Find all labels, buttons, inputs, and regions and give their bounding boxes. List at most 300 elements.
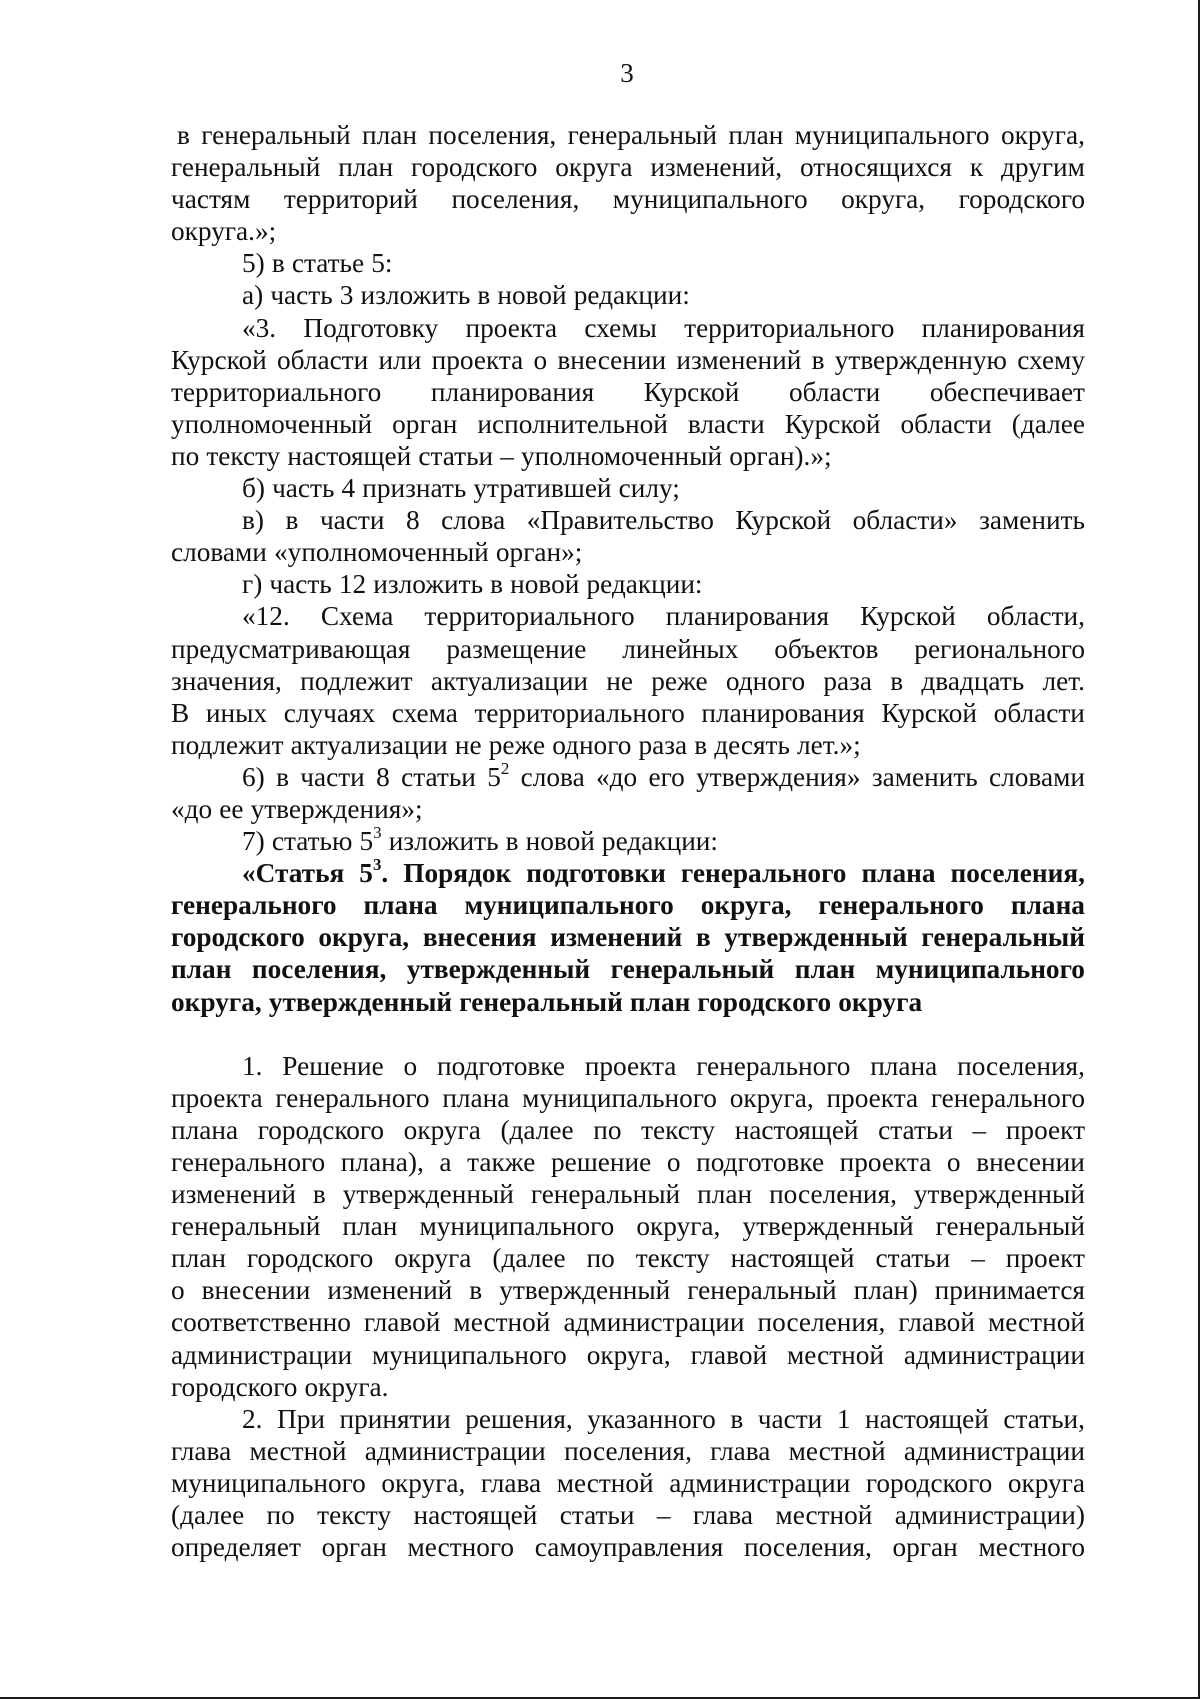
word: настоящей (287, 440, 412, 471)
word: в (276, 761, 289, 792)
word: 5) (242, 248, 265, 279)
word: ее (219, 793, 244, 824)
word: г) (242, 569, 263, 600)
word: часть (272, 473, 335, 504)
word: утвержденную (834, 344, 1007, 375)
word: определяет (171, 1532, 301, 1563)
word: статье (291, 248, 365, 279)
word: местного (978, 1532, 1085, 1563)
word: округа (555, 152, 633, 183)
word: лет.»; (797, 729, 861, 760)
word: изменений (171, 1179, 296, 1210)
word: слова (441, 505, 506, 536)
word: тексту (635, 1243, 710, 1274)
text-line (171, 729, 1085, 761)
word: проекта (839, 1147, 932, 1177)
text-line (171, 1339, 1085, 1371)
text-line (171, 665, 1085, 697)
word: поселения, (743, 1532, 872, 1563)
word: проект (1005, 1243, 1085, 1274)
word: части (319, 505, 385, 536)
word: настоящей (730, 1243, 855, 1274)
word: утвержденный (724, 922, 908, 953)
word: самоуправления (534, 1532, 724, 1563)
word: поселения, (769, 1179, 897, 1210)
word: тексту (206, 440, 281, 471)
word: 5: (371, 248, 393, 279)
word: местной (249, 1435, 347, 1466)
heading-line (171, 953, 1085, 985)
word: план (362, 120, 417, 150)
word: округа, (318, 922, 410, 953)
word: Курской (735, 505, 832, 536)
word: плана (861, 858, 936, 889)
word: администрации (903, 1435, 1085, 1466)
word: схемы (584, 312, 657, 343)
word: округа, (636, 1211, 721, 1242)
text-line (171, 697, 1085, 729)
text-line (171, 568, 1085, 600)
word: внесении (201, 1275, 311, 1306)
word: изменений (327, 1275, 453, 1306)
word: не (454, 729, 482, 760)
text-line (171, 600, 1085, 632)
word: городского (246, 1243, 374, 1274)
word: 8 (405, 505, 420, 536)
word: округа (838, 986, 923, 1017)
word: планирования (921, 312, 1085, 343)
word: статьи (559, 1500, 635, 1531)
word: 12 (338, 569, 367, 600)
word: поселения, (957, 1050, 1085, 1081)
word: 3 (339, 280, 354, 311)
word: городского (411, 152, 538, 183)
word: в (694, 729, 708, 760)
word: округа, (729, 1082, 814, 1113)
word: план (629, 986, 691, 1017)
text-line (171, 504, 1085, 536)
word: по (171, 440, 200, 471)
word: статьи (875, 1243, 951, 1274)
word: округа, (700, 890, 792, 921)
word: относящихся (799, 152, 952, 183)
word: местной (787, 1339, 884, 1370)
word: слова (520, 761, 585, 792)
word: 7) (242, 826, 265, 857)
word: области (993, 697, 1085, 728)
word: главой (363, 1307, 441, 1338)
text-line (171, 1306, 1085, 1338)
text-line (171, 151, 1085, 183)
word: утратившей (473, 473, 612, 504)
word: генерального (171, 1147, 326, 1177)
word: проекта (584, 1050, 677, 1081)
word: утвержденный (742, 1211, 914, 1242)
word: уполномоченный (520, 440, 723, 471)
word: орган (392, 408, 458, 439)
word: местного (407, 1532, 515, 1563)
word: проект (1005, 1114, 1085, 1145)
word: план (171, 954, 232, 985)
word: статьи (418, 440, 494, 471)
word: В (171, 697, 190, 728)
word: регионального (914, 633, 1085, 664)
word: плана (171, 1114, 239, 1145)
word: Курской (171, 344, 267, 375)
word: в (730, 1403, 744, 1434)
word: значения, (171, 665, 282, 696)
heading-line (171, 986, 1085, 1018)
word: а (439, 1147, 452, 1177)
text-line (171, 1050, 1085, 1082)
word: округа, (381, 1467, 466, 1498)
word: настоящей (413, 1500, 538, 1531)
word: «до (171, 793, 213, 824)
word: «до (596, 761, 638, 792)
text-line (171, 472, 1085, 504)
word: генерального (696, 1050, 851, 1081)
word: округа, (586, 1339, 671, 1370)
word: – (972, 1114, 987, 1145)
text-line (171, 1242, 1085, 1274)
word: генеральный (530, 1179, 681, 1210)
word: округа (403, 1114, 481, 1145)
word: округа, (171, 986, 262, 1017)
word: орган (892, 1532, 958, 1563)
word: признать (362, 473, 467, 504)
word: десять (714, 729, 790, 760)
word: тексту (641, 1114, 716, 1145)
text-line (171, 312, 1085, 344)
word: план (338, 152, 394, 183)
word: генерального (275, 1082, 430, 1113)
word: При (277, 1403, 325, 1434)
word: решения, (465, 1403, 573, 1434)
word: словами (989, 761, 1085, 792)
word: части (757, 1403, 823, 1434)
word: местной (788, 1435, 886, 1466)
blank-line (171, 1018, 1085, 1050)
word: плана (870, 1050, 938, 1081)
word: $5^3$. (359, 855, 389, 889)
word: реже (651, 665, 708, 696)
word: Схема (320, 601, 394, 632)
word: проекта (465, 312, 558, 343)
word: администрации (364, 1435, 546, 1466)
word: планирования (701, 697, 865, 728)
word: настоящей (865, 1403, 989, 1434)
word: местной (453, 1307, 551, 1338)
word: поселения, (757, 1307, 886, 1338)
word: Курской (784, 408, 881, 439)
word: муниципального (612, 184, 808, 215)
word: случаях (283, 697, 376, 728)
word: его (648, 761, 685, 792)
word: новой (510, 569, 580, 600)
word: орган»; (495, 537, 583, 568)
word: одного (725, 665, 806, 696)
word: подлежит (171, 729, 284, 760)
word: (далее (492, 1243, 566, 1274)
word: территориального (474, 697, 685, 728)
word: линейных (622, 633, 739, 664)
word: о (171, 1275, 185, 1306)
word: поселения, (251, 954, 387, 985)
document-body (171, 119, 1085, 1563)
text-line (171, 247, 1085, 279)
word: местной (987, 1307, 1085, 1338)
word: подлежит (300, 665, 413, 696)
word: территориального (684, 312, 895, 343)
word: поселения, (950, 858, 1085, 889)
word: план) (853, 1275, 918, 1306)
word: статьи (401, 761, 476, 792)
word: двадцать (921, 665, 1025, 696)
word: Курской (643, 376, 740, 407)
word: в (505, 826, 519, 857)
word: муниципального (794, 120, 990, 150)
word: в (469, 1275, 483, 1306)
word: 1 (836, 1403, 851, 1434)
word: плана), (340, 1147, 424, 1177)
word: планирования (665, 601, 830, 632)
word: внесения (422, 922, 537, 953)
word: области (276, 344, 369, 375)
word: план (794, 954, 856, 985)
word: орган (321, 1532, 387, 1563)
word: «3. (242, 312, 277, 343)
word: план (697, 1179, 753, 1210)
word: заменить (871, 761, 978, 792)
word: генерального (930, 1082, 1085, 1113)
word: объектов (774, 633, 879, 664)
word: городского (697, 986, 832, 1017)
word: генеральный (687, 1275, 837, 1306)
word: частям (171, 184, 251, 215)
word: или (378, 344, 422, 375)
word: изложить (388, 826, 499, 857)
word: округа, (1000, 120, 1085, 150)
word: в (271, 248, 285, 279)
word: глава (480, 1467, 542, 1498)
word: другим (1001, 152, 1085, 183)
word: схема (391, 697, 458, 728)
word: о (403, 1050, 418, 1081)
word: иных (205, 697, 268, 728)
word: указанного (587, 1403, 716, 1434)
word: генеральный (935, 1211, 1085, 1242)
text-line (171, 793, 1085, 825)
word: муниципального (171, 1467, 366, 1498)
word: по (586, 1243, 615, 1274)
word: в (477, 280, 491, 311)
word: – (971, 1243, 985, 1274)
word: утвержденный (406, 954, 591, 985)
word: главой (898, 1307, 975, 1338)
word: утверждения»; (250, 793, 423, 824)
word: 8 (376, 761, 390, 792)
word: Подготовку (303, 312, 439, 343)
word: план (171, 1243, 226, 1274)
word: округа, (841, 184, 926, 215)
word: плана (1010, 890, 1085, 921)
word: в (312, 1179, 326, 1210)
heading-line (171, 889, 1085, 921)
word: в (811, 344, 825, 375)
heading-line (171, 857, 1085, 889)
word: редакции: (573, 280, 690, 311)
word: изменений (550, 922, 683, 953)
word: Курской (881, 697, 978, 728)
word: городского (257, 1114, 385, 1145)
word: проекта (171, 1082, 263, 1113)
word: городского (958, 184, 1085, 215)
word: силу; (618, 473, 680, 504)
word: поселения, (451, 184, 580, 215)
word: «12. (242, 601, 290, 632)
word: – (656, 1500, 671, 1531)
text-line (171, 822, 1085, 857)
word: реже (488, 729, 546, 760)
word: настоящей (734, 1114, 859, 1145)
word: уполномоченный (171, 408, 373, 439)
word: в (285, 505, 299, 536)
word: изложить (360, 280, 471, 311)
word: редакции: (601, 826, 719, 857)
word: утвержденный (499, 1275, 671, 1306)
word: 4 (341, 473, 356, 504)
word: – (500, 440, 514, 471)
word: новой (525, 826, 595, 857)
word: обеспечивает (929, 376, 1085, 407)
word: территорий (283, 184, 418, 215)
word: в (695, 922, 711, 953)
word: генеральный (610, 954, 775, 985)
word: 1. (242, 1050, 263, 1081)
word: план (342, 1211, 398, 1242)
word: заменить (979, 505, 1085, 536)
word: глава (710, 1435, 771, 1466)
word: по (593, 1114, 622, 1145)
text-line (171, 1403, 1085, 1435)
word: о (666, 1147, 681, 1177)
word: «уполномоченный (274, 537, 489, 568)
word: исполнительной (477, 408, 668, 439)
word: к (969, 152, 984, 183)
word: принимается (934, 1275, 1085, 1306)
word: генеральный (201, 120, 351, 150)
text-line (171, 279, 1085, 311)
word: администрации (563, 1307, 745, 1338)
word: Курской (860, 601, 956, 632)
word: области (900, 408, 992, 439)
word: статью (271, 826, 353, 857)
word: администрации (903, 1339, 1085, 1370)
word: подготовке (696, 1147, 825, 1177)
word: поселения, (564, 1435, 692, 1466)
word: плана (363, 890, 438, 921)
word: утвержденный (913, 1179, 1085, 1210)
word: не (606, 665, 634, 696)
word: раза (638, 729, 688, 760)
word: генеральный (921, 922, 1085, 953)
word: округа.»; (171, 216, 277, 247)
word: проекта (431, 344, 524, 375)
word: области, (986, 601, 1085, 632)
word: генерального (171, 890, 337, 921)
word: орган).»; (729, 440, 832, 471)
word: часть (270, 280, 333, 311)
word: часть (269, 569, 332, 600)
word: округа (1007, 1467, 1085, 1498)
text-line (171, 183, 1085, 215)
text-line (171, 1210, 1085, 1242)
text-line (171, 633, 1085, 665)
word: территориального (171, 376, 382, 407)
word: администрации) (894, 1500, 1085, 1531)
word: в) (242, 505, 264, 536)
word: изложить (373, 569, 484, 600)
word: местной (775, 1500, 873, 1531)
word: план (728, 120, 784, 150)
word: 6) (242, 761, 265, 792)
word: проекта (826, 1082, 919, 1113)
word: 2. (242, 1403, 263, 1434)
word: актуализации (290, 729, 448, 760)
text-line (171, 1146, 1085, 1178)
text-line (171, 1371, 1085, 1403)
word: статьи, (1003, 1403, 1085, 1434)
word: муниципального (419, 1211, 615, 1242)
word: округа. (304, 1371, 389, 1402)
word: размещение (446, 633, 587, 664)
word: а) (242, 280, 264, 311)
word: б) (242, 473, 265, 504)
word: (далее (171, 1500, 245, 1531)
word: утверждения» (696, 761, 861, 792)
word: генеральный (171, 152, 321, 183)
word: лет. (1042, 665, 1085, 696)
word: генеральный (171, 1211, 321, 1242)
word: Порядок (403, 858, 512, 889)
text-line (171, 1082, 1085, 1114)
word: власти (687, 408, 765, 439)
page-number: 3 (620, 58, 634, 88)
word: (далее (1011, 408, 1085, 439)
word: муниципального (522, 1082, 717, 1113)
word: главой (690, 1339, 768, 1370)
word: муниципального (875, 954, 1085, 985)
word: муниципального (371, 1339, 567, 1370)
word: местной (556, 1467, 654, 1498)
word: тексту (317, 1500, 392, 1531)
text-line (171, 758, 1085, 793)
word: части (300, 761, 365, 792)
word: администрации (669, 1467, 851, 1498)
word: одного (552, 729, 632, 760)
word: муниципального (464, 890, 674, 921)
word: поселения, (428, 120, 557, 150)
text-line (171, 376, 1085, 408)
word: по (266, 1500, 295, 1531)
word: территориального (424, 601, 635, 632)
word: администрации (171, 1339, 353, 1370)
word: схему (1017, 344, 1085, 375)
word: «Статья (242, 858, 345, 889)
word: (далее (500, 1114, 574, 1145)
word: генерального (818, 890, 984, 921)
word: подготовке (436, 1050, 565, 1081)
